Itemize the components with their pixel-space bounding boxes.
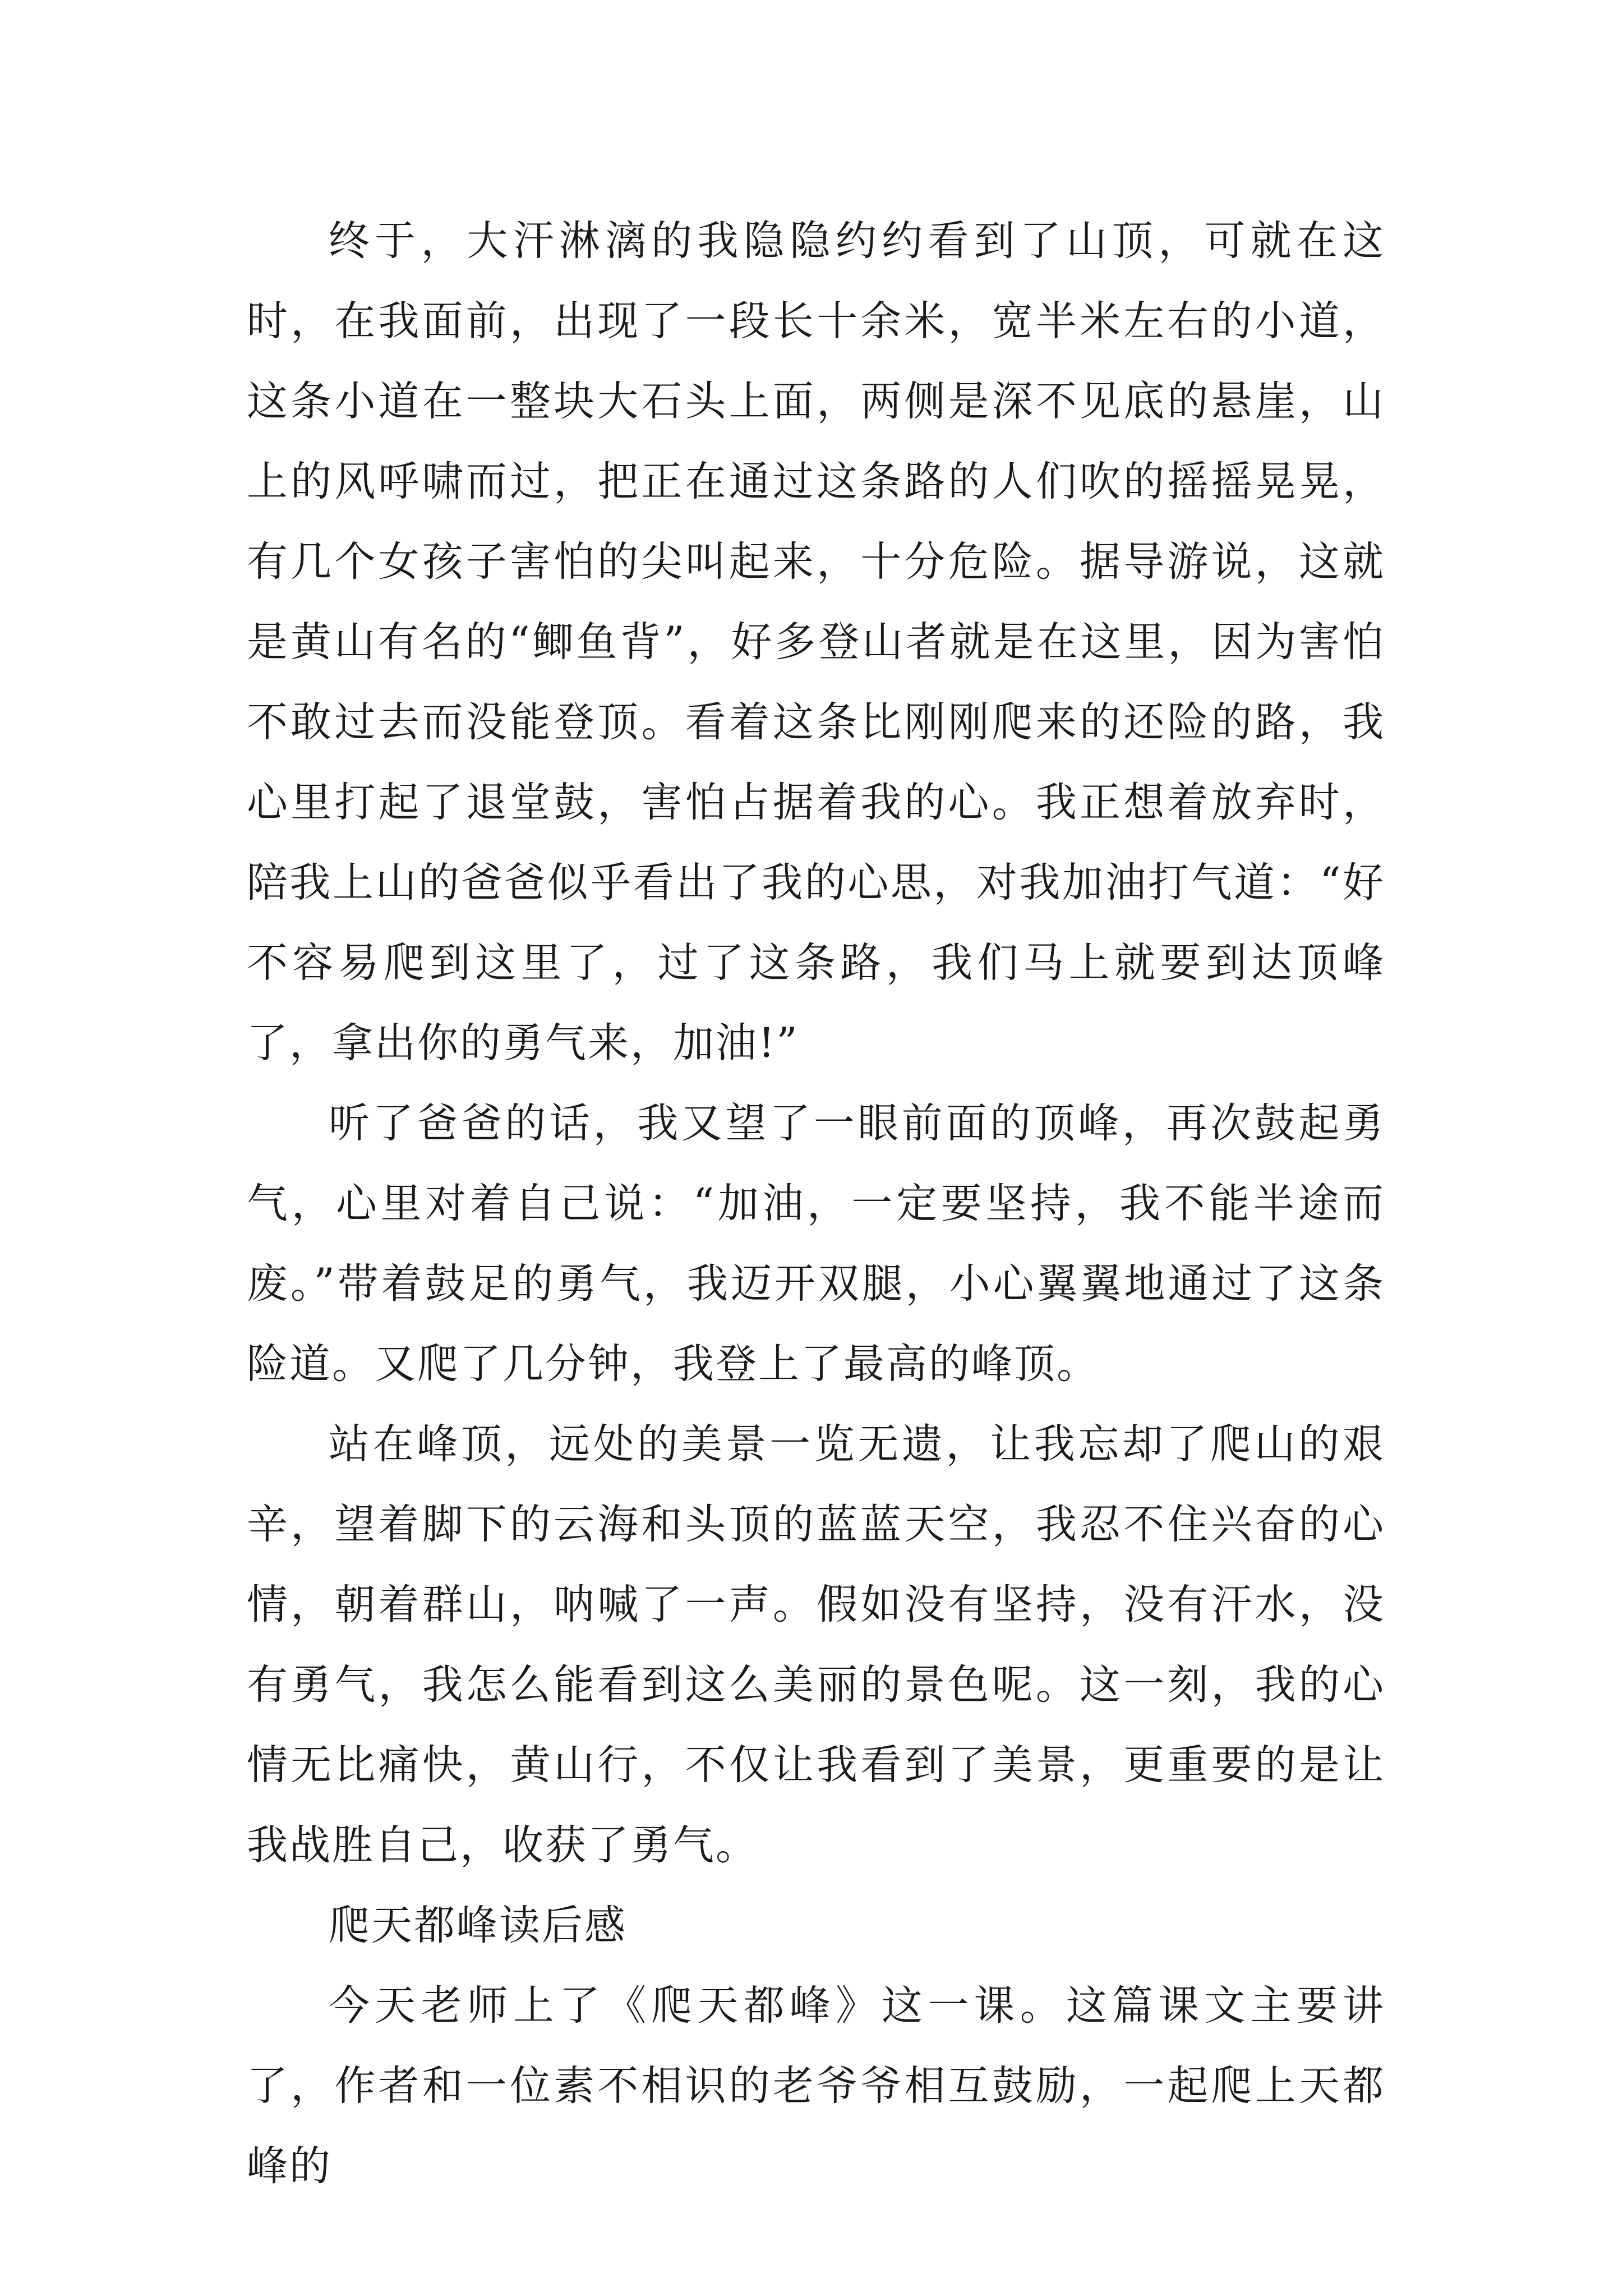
section-heading: 爬天都峰读后感	[329, 1902, 627, 1949]
paragraph-father-encouragement: 听了爸爸的话，我又望了一眼前面的顶峰，再次鼓起勇气，心里对着自己说：“加油，一定要坚持，我不能半途而废。”带着鼓足的勇气，我迈开双腿，小心翼翼地通过了这条险道。又爬了几分钟，我登上了最高的峰顶。	[247, 1099, 1385, 1388]
document-body	[247, 201, 1385, 2206]
paragraph-reaching-summit: 终于，大汗淋漓的我隐隐约约看到了山顶，可就在这时，在我面前，出现了一段长十余米，宽半米左右的小道，这条小道在一整块大石头上面，两侧是深不见底的悬崖，山上的风呼啸而过，把正在通过这条路的人们吹的摇摇晃晃，有几个女孩子害怕的尖叫起来，十分危险。据导游说，这就是黄山有名的“鲫鱼背”，好多登山者就是在这里，因为害怕不敢过去而没能登顶。看着这条比刚刚爬来的还险的路，我心里打起了退堂鼓，害怕占据着我的心。我正想着放弃时，陪我上山的爸爸似乎看出了我的心思，对我加油打气道：“好不容易爬到这里了，过了这条路，我们马上就要到达顶峰了，拿出你的勇气来，加油!”	[247, 217, 1385, 1067]
paragraph-summit-view: 站在峰顶，远处的美景一览无遗，让我忘却了爬山的艰辛，望着脚下的云海和头顶的蓝蓝天空，我忍不住兴奋的心情，朝着群山，呐喊了一声。假如没有坚持，没有汗水，没有勇气，我怎么能看到这么美丽的景色呢。这一刻，我的心情无比痛快，黄山行，不仅让我看到了美景，更重要的是让我战胜自己，收获了勇气。	[247, 1420, 1385, 1869]
paragraph-lesson-intro: 今天老师上了《爬天都峰》这一课。这篇课文主要讲了，作者和一位素不相识的老爷爷相互鼓励，一起爬上天都峰的	[247, 1982, 1385, 2190]
